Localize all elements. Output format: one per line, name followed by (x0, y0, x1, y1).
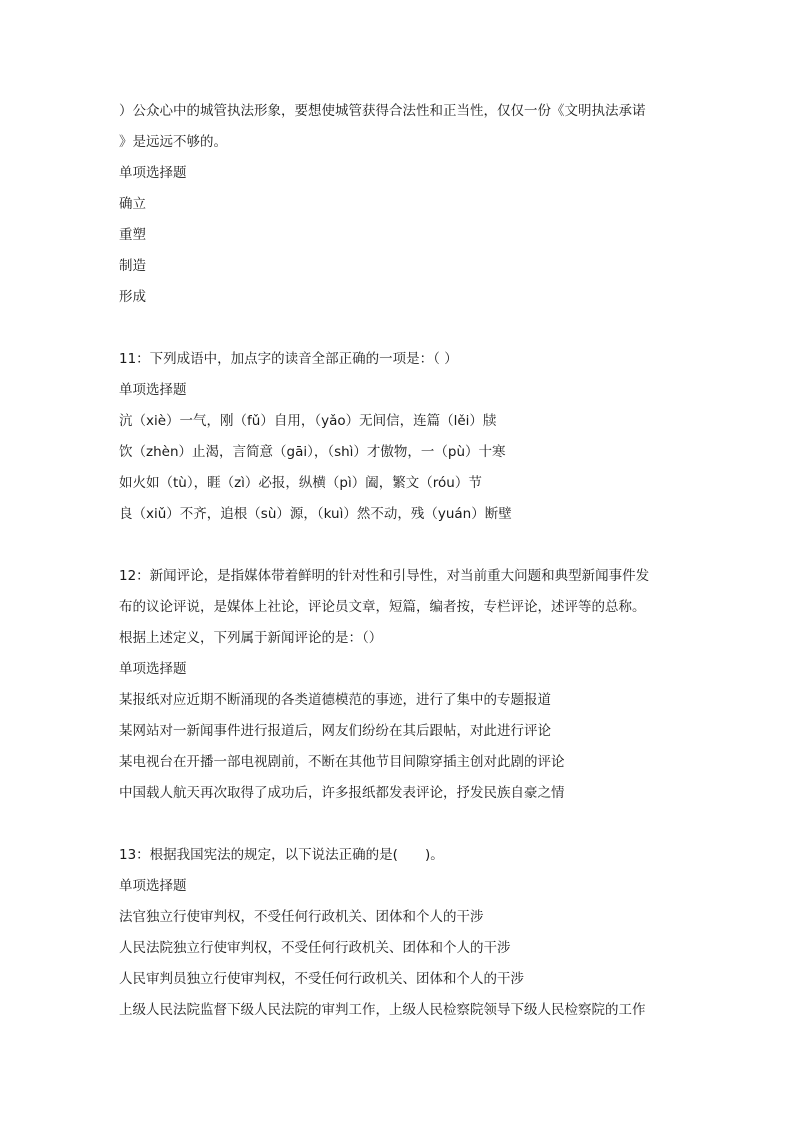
question-type-label: 单项选择题 (119, 878, 187, 894)
spacer (119, 313, 679, 344)
answer-option: 人民审判员独立行使审判权，不受任何行政机关、团体和个人的干涉 (119, 971, 524, 987)
question-stem-line: 布的议论评说，是媒体上社论，评论员文章，短篇，编者按，专栏评论，述评等的总称。 (119, 599, 646, 615)
answer-option: 如火如（tù），睚（zì）必报，纵横（pì）阖，繁文（róu）节 (119, 475, 482, 491)
answer-option: 确立 (119, 196, 146, 212)
question-12 (119, 561, 679, 809)
spacer (119, 809, 679, 840)
question-10 (119, 96, 679, 313)
answer-option: 良（xiǔ）不齐，追根（sù）源，（kuì）然不动，残（yuán）断壁 (119, 506, 512, 522)
answer-option: 人民法院独立行使审判权，不受任何行政机关、团体和个人的干涉 (119, 940, 511, 956)
question-stem-line: ）公众心中的城管执法形象，要想使城管获得合法性和正当性，仅仅一份《文明执法承诺 (119, 103, 646, 119)
question-stem-line: 》是远远不够的。 (119, 134, 227, 150)
question-type-label: 单项选择题 (119, 165, 187, 181)
answer-option: 某网站对一新闻事件进行报道后，网友们纷纷在其后跟帖，对此进行评论 (119, 723, 551, 739)
question-stem-line: 13：根据我国宪法的规定，以下说法正确的是( )。 (119, 847, 444, 863)
spacer (119, 530, 679, 561)
question-type-label: 单项选择题 (119, 661, 187, 677)
answer-option: 上级人民法院监督下级人民法院的审判工作，上级人民检察院领导下级人民检察院的工作 (119, 1002, 646, 1018)
answer-option: 沆（xiè）一气，刚（fǔ）自用，（yǎo）无间信，连篇（lěi）牍 (119, 413, 497, 429)
question-11 (119, 344, 679, 530)
answer-option: 制造 (119, 258, 146, 274)
question-stem-line: 12：新闻评论，是指媒体带着鲜明的针对性和引导性，对当前重大问题和典型新闻事件发 (119, 568, 650, 584)
answer-option: 重塑 (119, 227, 146, 243)
answer-option: 饮（zhèn）止渴，言简意（gāi），（shì）才傲物，一（pù）十寒 (119, 444, 506, 460)
question-13 (119, 840, 679, 1026)
answer-option: 某报纸对应近期不断涌现的各类道德模范的事迹，进行了集中的专题报道 (119, 692, 551, 708)
question-type-label: 单项选择题 (119, 382, 187, 398)
answer-option: 法官独立行使审判权，不受任何行政机关、团体和个人的干涉 (119, 909, 484, 925)
answer-option: 某电视台在开播一部电视剧前，不断在其他节目间隙穿插主创对此剧的评论 (119, 754, 565, 770)
question-stem-line: 11：下列成语中，加点字的读音全部正确的一项是：（ ） (119, 351, 458, 367)
question-stem-line: 根据上述定义，下列属于新闻评论的是：（） (119, 630, 383, 646)
answer-option: 中国载人航天再次取得了成功后，许多报纸都发表评论，抒发民族自豪之情 (119, 785, 565, 801)
answer-option: 形成 (119, 289, 146, 305)
document-page (119, 96, 679, 1026)
